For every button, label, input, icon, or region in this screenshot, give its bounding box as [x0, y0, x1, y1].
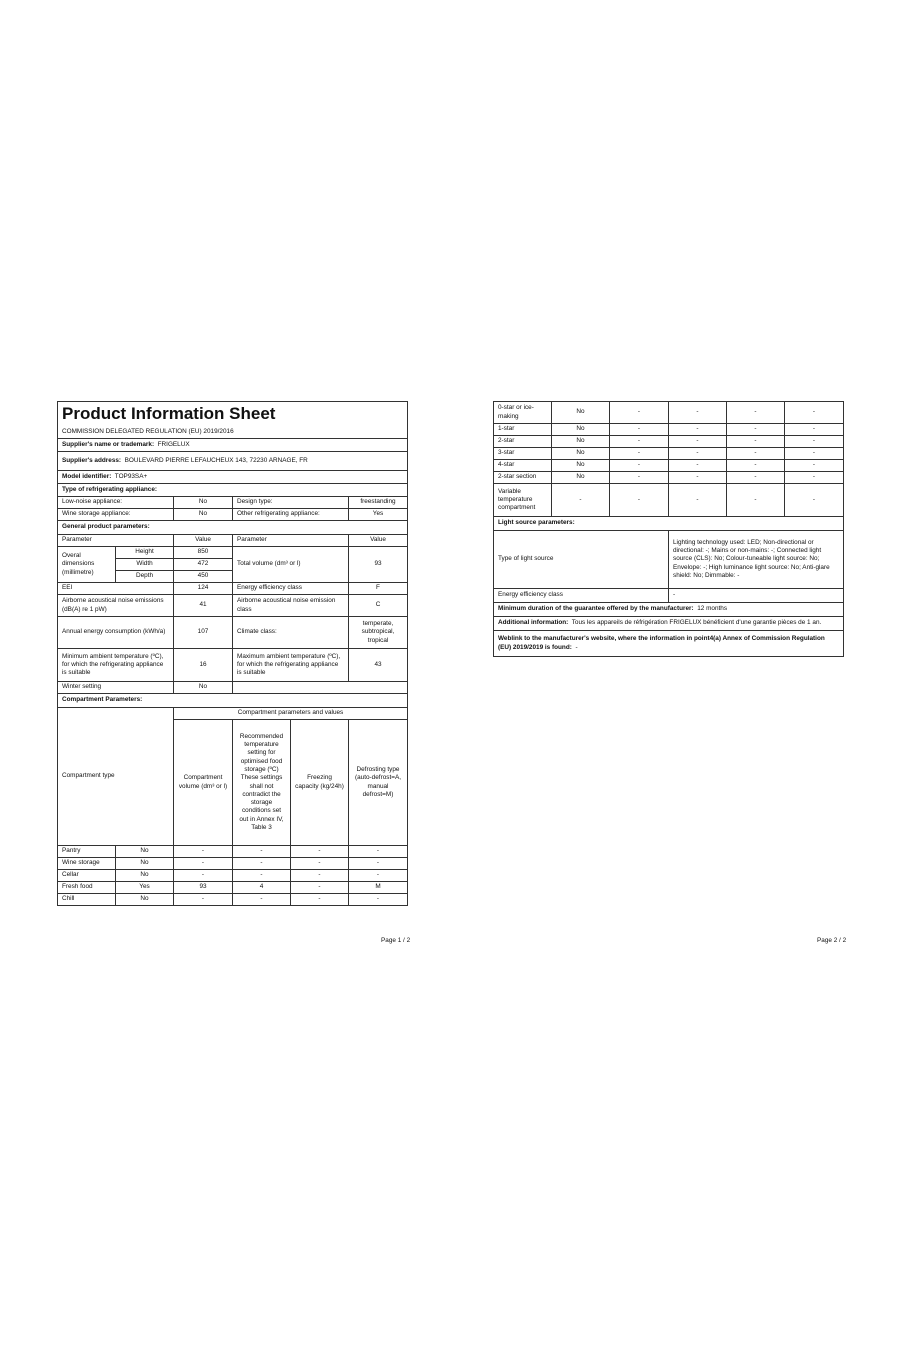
- compartment-row: [494, 436, 844, 448]
- guarantee-row: [494, 603, 844, 617]
- compartment-freezing: -: [727, 472, 785, 484]
- other-value: Yes: [349, 509, 408, 521]
- compartment-row: [58, 858, 408, 870]
- weblink-value: -: [575, 643, 578, 651]
- compartment-name: Fresh food: [58, 882, 116, 894]
- page-1-sheet: [57, 401, 408, 906]
- compartment-name: Cellar: [58, 870, 116, 882]
- compartment-row: [494, 402, 844, 424]
- empty-cell: [233, 682, 408, 694]
- design-label: Design type:: [233, 497, 349, 509]
- weblink-row: [494, 631, 844, 657]
- compartment-present: No: [552, 448, 610, 460]
- depth-label: Depth: [116, 571, 174, 583]
- compartment-temp: -: [233, 870, 291, 882]
- compartment-row: [58, 846, 408, 858]
- type-section-heading: Type of refrigerating appliance:: [58, 484, 408, 497]
- energy-class-label: Energy efficiency class: [233, 583, 349, 595]
- compartment-row: [494, 472, 844, 484]
- sheet-title: Product Information Sheet: [58, 402, 408, 426]
- compartment-freezing: -: [291, 870, 349, 882]
- wine-value: No: [174, 509, 233, 521]
- compartment-temp: -: [669, 424, 727, 436]
- compartment-row: [58, 882, 408, 894]
- width-value: 472: [174, 559, 233, 571]
- compartment-defrost: -: [785, 484, 844, 517]
- noise-class-label: Airborne acoustical noise emission class: [233, 595, 349, 617]
- compartment-name: 1-star: [494, 424, 552, 436]
- page-2-sheet: [493, 401, 844, 657]
- noise-label: Airborne acoustical noise emissions (dB(A) re 1 pW): [58, 595, 174, 617]
- compartment-present: No: [552, 472, 610, 484]
- comp-volume-header: Compartment volume (dm³ or l): [174, 720, 233, 846]
- total-volume-label: Total volume (dm³ or l): [233, 547, 349, 583]
- address-label: Supplier's address:: [62, 456, 122, 464]
- compartment-volume: -: [610, 460, 669, 472]
- guarantee-value: 12 months: [697, 605, 728, 613]
- min-temp-label: Minimum ambient temperature (ºC), for which the refrigerating appliance is suitable: [58, 649, 174, 682]
- compartment-freezing: -: [727, 436, 785, 448]
- weblink-label: Weblink to the manufacturer's website, where the information in point4(a) Annex of Commission Regulation (EU) 2019/2019 is found:: [498, 635, 825, 651]
- compartment-present: No: [116, 858, 174, 870]
- param-header: Parameter: [58, 535, 174, 547]
- model-label: Model identifier:: [62, 472, 112, 480]
- compartment-temp: -: [233, 846, 291, 858]
- compartment-temp: 4: [233, 882, 291, 894]
- max-temp-value: 43: [349, 649, 408, 682]
- height-label: Height: [116, 547, 174, 559]
- compartment-name: 4-star: [494, 460, 552, 472]
- compartment-present: No: [552, 402, 610, 424]
- supplier-label: Supplier's name or trademark:: [62, 440, 155, 448]
- compartment-volume: -: [610, 436, 669, 448]
- compartment-present: Yes: [116, 882, 174, 894]
- low-noise-value: No: [174, 497, 233, 509]
- max-temp-label: Maximum ambient temperature (ºC), for which the refrigerating appliance is suitable: [233, 649, 349, 682]
- compartment-defrost: -: [785, 472, 844, 484]
- param-header-2: Parameter: [233, 535, 349, 547]
- annual-label: Annual energy consumption (kWh/a): [58, 617, 174, 649]
- compartment-present: No: [552, 424, 610, 436]
- additional-label: Additional information:: [498, 619, 569, 627]
- compartment-defrost: -: [785, 402, 844, 424]
- climate-label: Climate class:: [233, 617, 349, 649]
- compartment-row: [494, 448, 844, 460]
- width-label: Width: [116, 559, 174, 571]
- supplier-value: FRIGELUX: [157, 440, 190, 448]
- compartment-volume: -: [610, 448, 669, 460]
- light-section-heading: Light source parameters:: [494, 517, 844, 531]
- compartment-name: 3-star: [494, 448, 552, 460]
- page-number-1: Page 1 / 2: [381, 937, 411, 944]
- total-volume-value: 93: [349, 547, 408, 583]
- other-label: Other refrigerating appliance:: [233, 509, 349, 521]
- compartment-name: Chill: [58, 894, 116, 906]
- noise-value: 41: [174, 595, 233, 617]
- compartment-defrost: -: [349, 870, 408, 882]
- comp-type-header: Compartment type: [58, 708, 174, 846]
- compartment-defrost: -: [785, 424, 844, 436]
- additional-row: [494, 617, 844, 631]
- light-type-label: Type of light source: [494, 531, 669, 589]
- compartment-temp: -: [233, 858, 291, 870]
- compartment-freezing: -: [727, 460, 785, 472]
- compartment-freezing: -: [727, 402, 785, 424]
- general-section-heading: General product parameters:: [58, 521, 408, 535]
- compartment-name: 2-star section: [494, 472, 552, 484]
- compartment-temp: -: [233, 894, 291, 906]
- energy-class-value: F: [349, 583, 408, 595]
- min-temp-value: 16: [174, 649, 233, 682]
- eei-value: 124: [174, 583, 233, 595]
- compartment-row: [58, 870, 408, 882]
- compartment-temp: -: [669, 436, 727, 448]
- compartment-freezing: -: [291, 882, 349, 894]
- low-noise-label: Low-noise appliance:: [58, 497, 174, 509]
- compartment-defrost: -: [785, 436, 844, 448]
- comp-params-header: Compartment parameters and values: [174, 708, 408, 720]
- compartment-present: -: [552, 484, 610, 517]
- compartment-present: No: [116, 846, 174, 858]
- compartment-row: [58, 894, 408, 906]
- wine-label: Wine storage appliance:: [58, 509, 174, 521]
- model-row: [58, 471, 408, 484]
- climate-value: temperate, subtropical, tropical: [349, 617, 408, 649]
- compartment-name: Variable temperature compartment: [494, 484, 552, 517]
- compartment-volume: -: [174, 894, 233, 906]
- compartment-freezing: -: [727, 424, 785, 436]
- design-value: freestanding: [349, 497, 408, 509]
- guarantee-label: Minimum duration of the guarantee offered by the manufacturer:: [498, 605, 694, 613]
- comp-defrost-header: Defrosting type (auto-defrost=A, manual defrost=M): [349, 720, 408, 846]
- compartment-freezing: -: [291, 858, 349, 870]
- supplier-row: [58, 439, 408, 452]
- compartment-temp: -: [669, 472, 727, 484]
- compartment-temp: -: [669, 484, 727, 517]
- compartment-row: [494, 460, 844, 472]
- compartment-volume: 93: [174, 882, 233, 894]
- light-class-label: Energy efficiency class: [494, 589, 669, 603]
- compartment-defrost: -: [785, 460, 844, 472]
- compartment-section-heading: Compartment Parameters:: [58, 694, 408, 708]
- winter-label: Winter setting: [58, 682, 174, 694]
- compartment-volume: -: [610, 484, 669, 517]
- compartment-defrost: -: [785, 448, 844, 460]
- address-row: [58, 452, 408, 471]
- compartment-defrost: -: [349, 858, 408, 870]
- compartment-volume: -: [610, 402, 669, 424]
- regulation-text: COMMISSION DELEGATED REGULATION (EU) 2019/2016: [58, 426, 408, 439]
- compartment-volume: -: [610, 424, 669, 436]
- model-value: TOP93SA+: [114, 472, 148, 480]
- light-type-value: Lighting technology used: LED; Non-directional or directional: -; Mains or non-mains: -; Connected light source (CLS): No; Colour-tuneable light source: No; Envelope: -; High luminance light source: No; Anti-glare shield: No; Dimmable: -: [669, 531, 844, 589]
- dimensions-label: Overal dimensions (millimetre): [58, 547, 116, 583]
- annual-value: 107: [174, 617, 233, 649]
- compartment-freezing: -: [291, 894, 349, 906]
- compartment-freezing: -: [727, 484, 785, 517]
- value-header: Value: [174, 535, 233, 547]
- compartment-volume: -: [174, 870, 233, 882]
- compartment-volume: -: [174, 846, 233, 858]
- compartment-volume: -: [610, 472, 669, 484]
- compartment-temp: -: [669, 448, 727, 460]
- winter-value: No: [174, 682, 233, 694]
- value-header-2: Value: [349, 535, 408, 547]
- compartment-row: [494, 484, 844, 517]
- additional-value: Tous les appareils de réfrigération FRIGELUX bénéficient d'une garantie pièces de 1 an.: [571, 619, 822, 627]
- address-value: BOULEVARD PIERRE LEFAUCHEUX 143, 72230 ARNAGE, FR: [124, 456, 308, 464]
- compartment-defrost: -: [349, 846, 408, 858]
- compartment-name: Wine storage: [58, 858, 116, 870]
- page-number-2: Page 2 / 2: [817, 937, 847, 944]
- compartment-present: No: [116, 870, 174, 882]
- compartment-present: No: [552, 460, 610, 472]
- comp-temp-header: Recommended temperature setting for optimised food storage (ºC) These settings shall not contradict the storage conditions set out in Annex IV, Table 3: [233, 720, 291, 846]
- compartment-volume: -: [174, 858, 233, 870]
- light-class-value: -: [669, 589, 844, 603]
- eei-label: EEI: [58, 583, 174, 595]
- comp-freezing-header: Freezing capacity (kg/24h): [291, 720, 349, 846]
- compartment-name: 0-star or ice-making: [494, 402, 552, 424]
- compartment-defrost: M: [349, 882, 408, 894]
- compartment-row: [494, 424, 844, 436]
- compartment-freezing: -: [727, 448, 785, 460]
- compartment-present: No: [552, 436, 610, 448]
- compartment-name: Pantry: [58, 846, 116, 858]
- compartment-freezing: -: [291, 846, 349, 858]
- height-value: 850: [174, 547, 233, 559]
- compartment-present: No: [116, 894, 174, 906]
- noise-class-value: C: [349, 595, 408, 617]
- compartment-defrost: -: [349, 894, 408, 906]
- compartment-temp: -: [669, 402, 727, 424]
- depth-value: 450: [174, 571, 233, 583]
- compartment-temp: -: [669, 460, 727, 472]
- compartment-name: 2-star: [494, 436, 552, 448]
